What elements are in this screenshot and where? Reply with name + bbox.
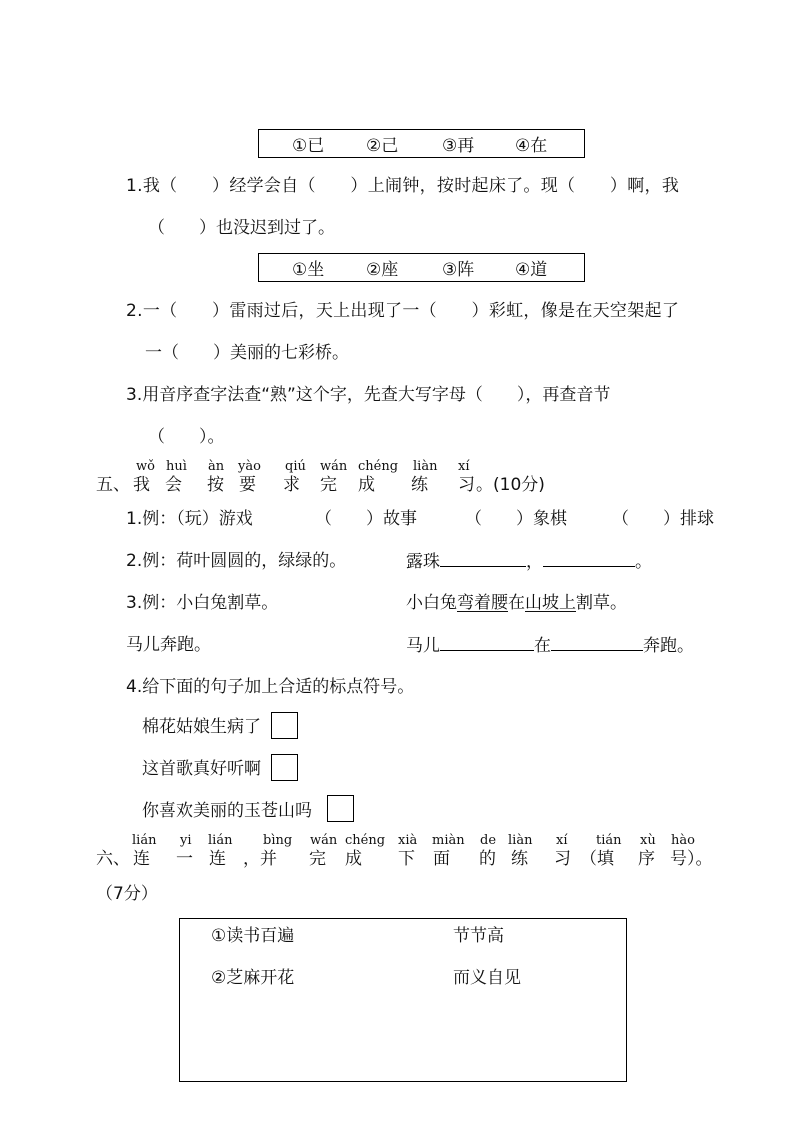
heading-char: ，并 xyxy=(243,849,277,869)
pinyin: chéng xyxy=(345,833,386,848)
heading-char: 号）。 xyxy=(670,849,713,869)
match-right-2[interactable]: 而义自见 xyxy=(453,968,521,988)
text: 割草。 xyxy=(576,593,627,613)
heading-char: 习 xyxy=(458,475,475,495)
heading-char: 完 xyxy=(309,849,326,869)
heading-char: 面 xyxy=(433,849,450,869)
heading-char: 连 xyxy=(133,849,150,869)
pinyin: xí xyxy=(458,459,470,474)
answer-blank[interactable] xyxy=(543,550,635,567)
pinyin: wán xyxy=(310,833,338,848)
option-4: ④在 xyxy=(515,136,548,156)
section-6-score: （7分） xyxy=(96,884,158,904)
pinyin: hào xyxy=(671,833,695,848)
heading-char: 完 xyxy=(320,475,337,495)
pinyin: wán xyxy=(320,459,348,474)
pinyin: xí xyxy=(556,833,568,848)
heading-char: 求 xyxy=(283,475,300,495)
option-4: ④道 xyxy=(515,260,548,280)
match-left-1[interactable]: ①读书百遍 xyxy=(211,926,295,946)
question-3-line-1: 3.用音序查字法查“熟”这个字，先查大写字母（ ），再查音节 xyxy=(126,385,611,405)
period: 。 xyxy=(635,552,652,572)
options-box-1 xyxy=(258,129,585,158)
heading-char: 按 xyxy=(207,475,224,495)
answer-prefix: 露珠 xyxy=(406,552,440,572)
pinyin: yi xyxy=(180,833,192,848)
question-2-line-1: 2.一（ ）雷雨过后，天上出现了一（ ）彩虹，像是在天空架起了 xyxy=(126,301,680,321)
pinyin: miàn xyxy=(432,833,465,848)
heading-char: 成 xyxy=(358,475,375,495)
question-2-line-2: 一（ ）美丽的七彩桥。 xyxy=(145,343,349,363)
section-number: 五、 xyxy=(96,475,130,495)
s5-q3-example: 3.例：小白兔割草。 xyxy=(126,593,279,613)
option-2: ②座 xyxy=(366,260,399,280)
punctuation-sentence-2: 这首歌真好听啊 xyxy=(142,759,261,779)
answer-blank[interactable] xyxy=(440,634,534,651)
option-1: ①已 xyxy=(292,136,325,156)
heading-char: 习 xyxy=(554,849,571,869)
heading-char: 连 xyxy=(209,849,226,869)
pinyin: liàn xyxy=(508,833,533,848)
punctuation-box-3[interactable] xyxy=(327,795,354,822)
pinyin: huì xyxy=(166,459,187,474)
heading-char: 我 xyxy=(133,475,150,495)
s5-q2-example: 2.例：荷叶圆圆的，绿绿的。 xyxy=(126,551,347,571)
s5-q1-blank-3: （ ）排球 xyxy=(612,509,714,529)
punctuation-box-2[interactable] xyxy=(271,754,298,781)
pinyin: bìng xyxy=(263,833,293,848)
pinyin: qiú xyxy=(285,459,306,474)
s5-q3-example-expanded xyxy=(406,592,627,614)
option-3: ③再 xyxy=(442,136,475,156)
pinyin: xù xyxy=(640,833,656,848)
heading-char: 练 xyxy=(511,849,528,869)
underlined-text: 弯着腰 xyxy=(457,593,508,613)
section-number: 六、 xyxy=(96,849,130,869)
match-right-1[interactable]: 节节高 xyxy=(453,926,504,946)
underlined-text: 山坡上 xyxy=(525,593,576,613)
option-2: ②己 xyxy=(366,136,399,156)
pinyin: xià xyxy=(398,833,418,848)
question-1-line-2: （ ）也没迟到过了。 xyxy=(148,218,335,238)
s5-q1-example: 1.例：（玩）游戏 xyxy=(126,509,253,529)
text: 小白兔 xyxy=(406,593,457,613)
pinyin: wǒ xyxy=(136,459,155,474)
matching-box xyxy=(179,918,627,1082)
text: 奔跑。 xyxy=(643,636,694,656)
punctuation-sentence-3: 你喜欢美丽的玉苍山吗 xyxy=(142,801,312,821)
s5-q1-blank-1: （ ）故事 xyxy=(315,509,417,529)
s5-q3-sentence: 马儿奔跑。 xyxy=(126,635,211,655)
pinyin: yào xyxy=(238,459,261,474)
s5-q2-answer xyxy=(406,550,652,573)
s5-q4-instruction: 4.给下面的句子加上合适的标点符号。 xyxy=(126,677,415,697)
answer-blank[interactable] xyxy=(440,550,526,567)
pinyin: àn xyxy=(208,459,225,474)
heading-char: 的 xyxy=(479,849,496,869)
punctuation-sentence-1: 棉花姑娘生病了 xyxy=(142,717,261,737)
options-box-2 xyxy=(258,253,585,282)
heading-char: 会 xyxy=(165,475,182,495)
heading-char: 要 xyxy=(239,475,256,495)
pinyin: de xyxy=(480,833,497,848)
text: 马儿 xyxy=(406,636,440,656)
s5-q1-blank-2: （ ）象棋 xyxy=(465,509,567,529)
punctuation-box-1[interactable] xyxy=(271,712,298,739)
heading-char: （填 xyxy=(580,849,614,869)
pinyin: chéng xyxy=(358,459,399,474)
pinyin: lián xyxy=(132,833,157,848)
match-left-2[interactable]: ②芝麻开花 xyxy=(211,968,295,988)
text: 在 xyxy=(534,636,551,656)
pinyin: lián xyxy=(208,833,233,848)
pinyin: tián xyxy=(596,833,622,848)
text: 在 xyxy=(508,593,525,613)
heading-char: 一 xyxy=(176,849,193,869)
section-score: 。(10分) xyxy=(476,475,545,495)
question-1-line-1: 1.我（ ）经学会自（ ）上闹钟，按时起床了。现（ ）啊，我 xyxy=(126,176,680,196)
answer-blank[interactable] xyxy=(551,634,643,651)
heading-char: 下 xyxy=(398,849,415,869)
heading-char: 序 xyxy=(638,849,655,869)
pinyin: liàn xyxy=(413,459,438,474)
question-3-line-2: （ ）。 xyxy=(148,427,225,447)
heading-char: 成 xyxy=(345,849,362,869)
s5-q3-answer xyxy=(406,634,694,657)
comma: ， xyxy=(526,552,543,572)
option-3: ③阵 xyxy=(442,260,475,280)
option-1: ①坐 xyxy=(292,260,325,280)
heading-char: 练 xyxy=(411,475,428,495)
